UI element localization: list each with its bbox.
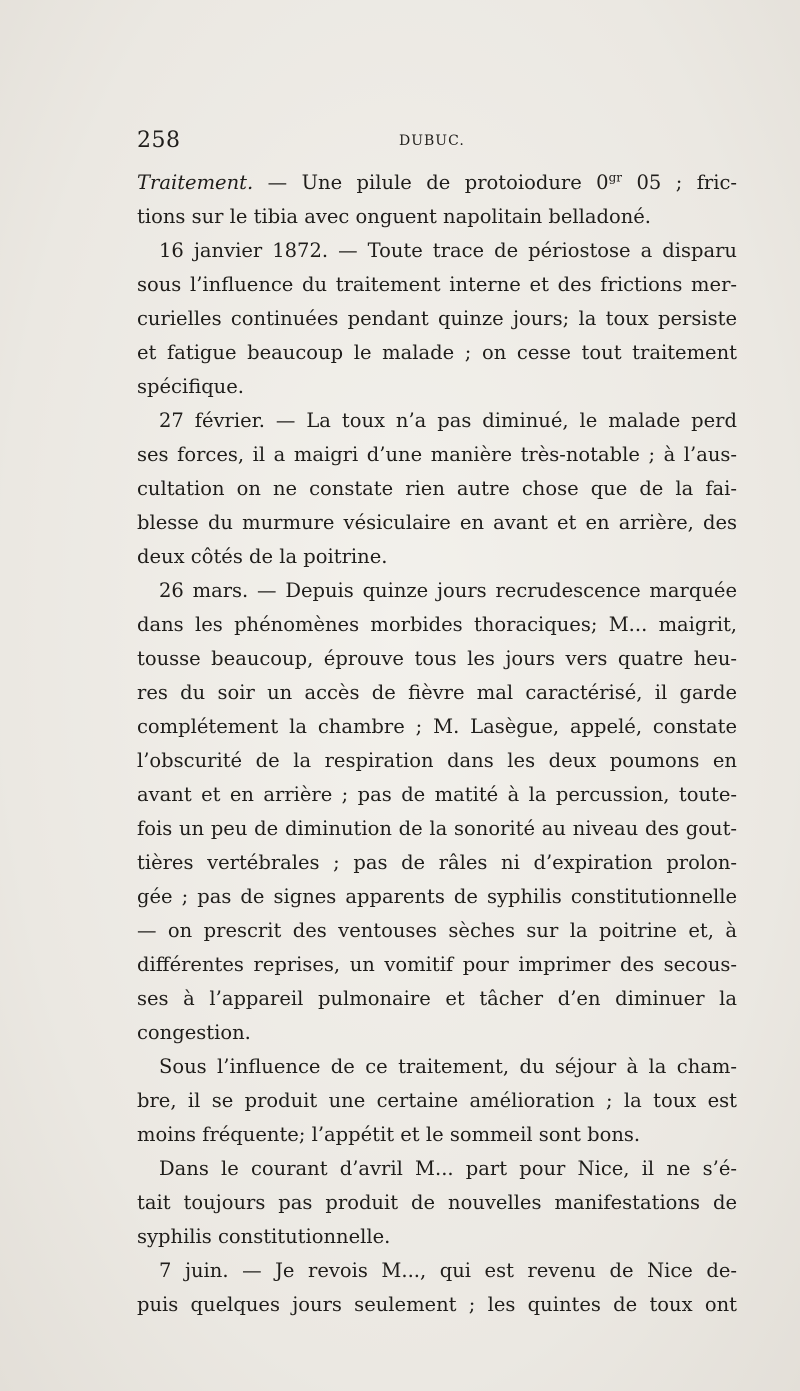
text-line: gée ; pas de signes apparents de syphilis constitutionnelle <box>137 885 737 908</box>
text-line: avant et en arrière ; pas de matité à la percussion, toute- <box>137 783 737 806</box>
text-line: 16 janvier 1872. — Toute trace de périostose a disparu <box>159 239 737 262</box>
text-line: l’obscurité de la respiration dans les deux poumons en <box>137 749 737 772</box>
text-line: puis quelques jours seulement ; les quintes de toux ont <box>137 1293 737 1316</box>
text-line: curielles continuées pendant quinze jours; la toux persiste <box>137 307 737 330</box>
text-line: spécifique. <box>137 375 244 398</box>
text-line: moins fréquente; l’appétit et le sommeil sont bons. <box>137 1123 641 1146</box>
text-line: Dans le courant d’avril M... part pour Nice, il ne s’é- <box>159 1157 737 1180</box>
text-line: tousse beaucoup, éprouve tous les jours vers quatre heu- <box>137 647 737 670</box>
text-line: res du soir un accès de fièvre mal caractérisé, il garde <box>137 681 737 704</box>
text-line: — on prescrit des ventouses sèches sur la poitrine et, à <box>137 919 737 942</box>
text-line: blesse du murmure vésiculaire en avant et en arrière, des <box>137 511 737 534</box>
text-line: Traitement. — Une pilule de protoiodure $0^{gr}$ 05 ; fric- <box>137 170 737 194</box>
text-line: ses forces, il a maigri d’une manière très-notable ; à l’aus- <box>137 443 737 466</box>
text-line: bre, il se produit une certaine amélioration ; la toux est <box>137 1089 737 1112</box>
text-line: différentes reprises, un vomitif pour imprimer des secous- <box>137 953 737 976</box>
text-line: syphilis constitutionnelle. <box>137 1225 391 1248</box>
text-line: tières vertébrales ; pas de râles ni d’expiration prolon- <box>137 851 737 874</box>
running-title: DUBUC. <box>399 133 465 149</box>
text-line: sous l’influence du traitement interne et des frictions mer- <box>137 273 737 296</box>
text-line: fois un peu de diminution de la sonorité au niveau des gout- <box>137 817 737 840</box>
page-number: 258 <box>137 128 181 153</box>
text-line: complétement la chambre ; M. Lasègue, appelé, constate <box>137 715 737 738</box>
text-line: deux côtés de la poitrine. <box>137 545 388 568</box>
text-line: et fatigue beaucoup le malade ; on cesse tout traitement <box>137 341 737 364</box>
text-line: dans les phénomènes morbides thoraciques; M... maigrit, <box>137 613 737 636</box>
text-line: 27 février. — La toux n’a pas diminué, le malade perd <box>159 409 737 432</box>
text-line: Sous l’influence de ce traitement, du séjour à la cham- <box>159 1055 737 1078</box>
text-line: tions sur le tibia avec onguent napolitain belladoné. <box>137 205 652 228</box>
text-line: 7 juin. — Je revois M..., qui est revenu de Nice de- <box>159 1259 737 1282</box>
page-header <box>137 128 737 158</box>
body-text <box>137 166 737 1322</box>
text-line: 26 mars. — Depuis quinze jours recrudescence marquée <box>159 579 737 602</box>
text-line: congestion. <box>137 1021 251 1044</box>
section-label: Traitement. <box>137 171 254 194</box>
text-line: ses à l’appareil pulmonaire et tâcher d’en diminuer la <box>137 987 737 1010</box>
text-line: cultation on ne constate rien autre chose que de la fai- <box>137 477 737 500</box>
text-line: tait toujours pas produit de nouvelles manifestations de <box>137 1191 737 1214</box>
